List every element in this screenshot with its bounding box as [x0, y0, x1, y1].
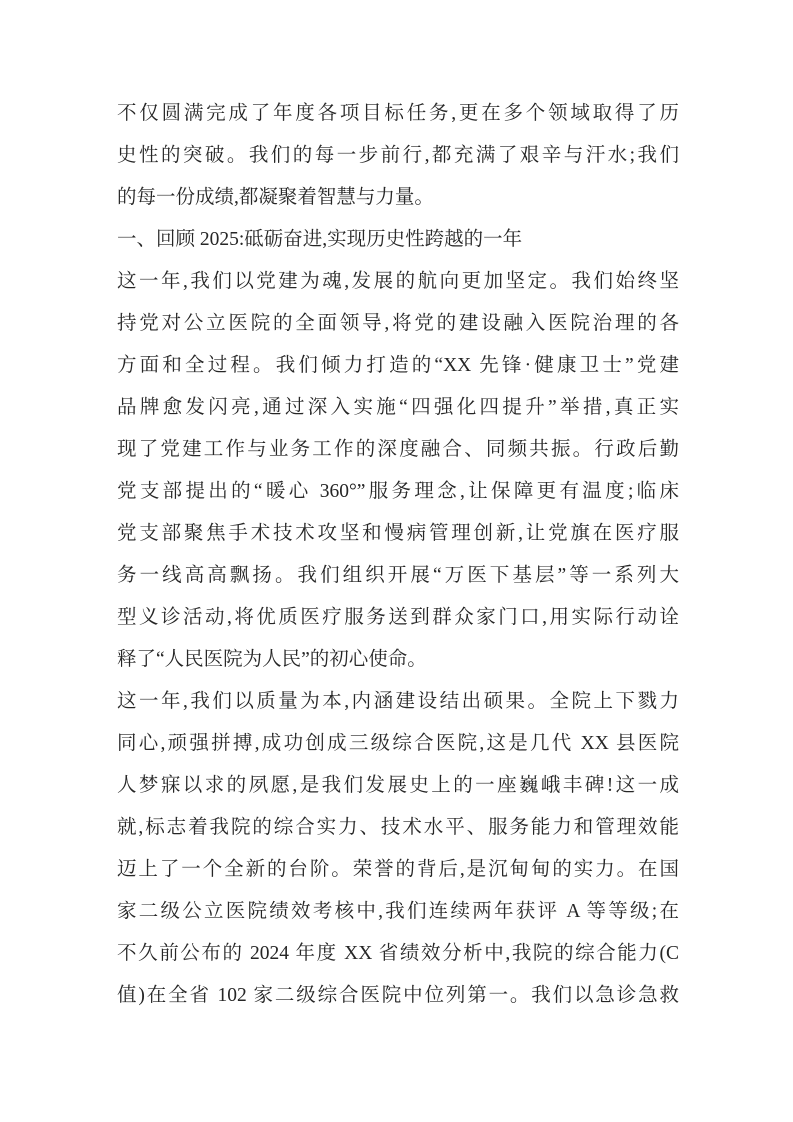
text-line: 党支部聚焦手术技术攻坚和慢病管理创新,让党旗在医疗服	[117, 523, 679, 544]
text-line: 型义诊活动,将优质医疗服务送到群众家门口,用实际行动诠	[117, 607, 679, 628]
text-line: 的每一份成绩,都凝聚着智慧与力量。	[117, 187, 434, 208]
text-line: 迈上了一个全新的台阶。荣誉的背后,是沉甸甸的实力。在国	[117, 859, 679, 880]
paragraph	[117, 261, 679, 681]
heading-line: 一、回顾 2025:砥砺奋进,实现历史性跨越的一年	[117, 229, 523, 250]
text-line: 就,标志着我院的综合实力、技术水平、服务能力和管理效能	[117, 817, 679, 838]
section-heading	[117, 219, 679, 261]
text-line: 这一年,我们以质量为本,内涵建设结出硕果。全院上下戮力	[117, 691, 679, 712]
text-line: 释了“人民医院为人民”的初心使命。	[117, 649, 427, 670]
text-line: 人梦寐以求的夙愿,是我们发展史上的一座巍峨丰碑!这一成	[117, 775, 679, 796]
text-line: 这一年,我们以党建为魂,发展的航向更加坚定。我们始终坚	[117, 271, 679, 292]
text-line: 党支部提出的“暖心 360°”服务理念,让保障更有温度;临床	[117, 481, 679, 502]
text-line: 家二级公立医院绩效考核中,我们连续两年获评 A 等等级;在	[117, 901, 679, 922]
text-line: 不仅圆满完成了年度各项目标任务,更在多个领域取得了历	[117, 103, 679, 124]
text-line: 同心,顽强拼搏,成功创成三级综合医院,这是几代 XX 县医院	[117, 733, 679, 754]
text-line: 持党对公立医院的全面领导,将党的建设融入医院治理的各	[117, 313, 679, 334]
text-line: 品牌愈发闪亮,通过深入实施“四强化四提升”举措,真正实	[117, 397, 679, 418]
text-line: 务一线高高飘扬。我们组织开展“万医下基层”等一系列大	[117, 565, 679, 586]
paragraph	[117, 681, 679, 1017]
text-line: 现了党建工作与业务工作的深度融合、同频共振。行政后勤	[117, 439, 679, 460]
document-body	[117, 93, 679, 1017]
text-line: 不久前公布的 2024 年度 XX 省绩效分析中,我院的综合能力(C	[117, 943, 679, 964]
text-line: 方面和全过程。我们倾力打造的“XX 先锋·健康卫士”党建	[117, 355, 679, 376]
text-line: 值)在全省 102 家二级综合医院中位列第一。我们以急诊急救	[117, 985, 679, 1006]
text-line: 史性的突破。我们的每一步前行,都充满了艰辛与汗水;我们	[117, 145, 679, 166]
paragraph	[117, 93, 679, 219]
